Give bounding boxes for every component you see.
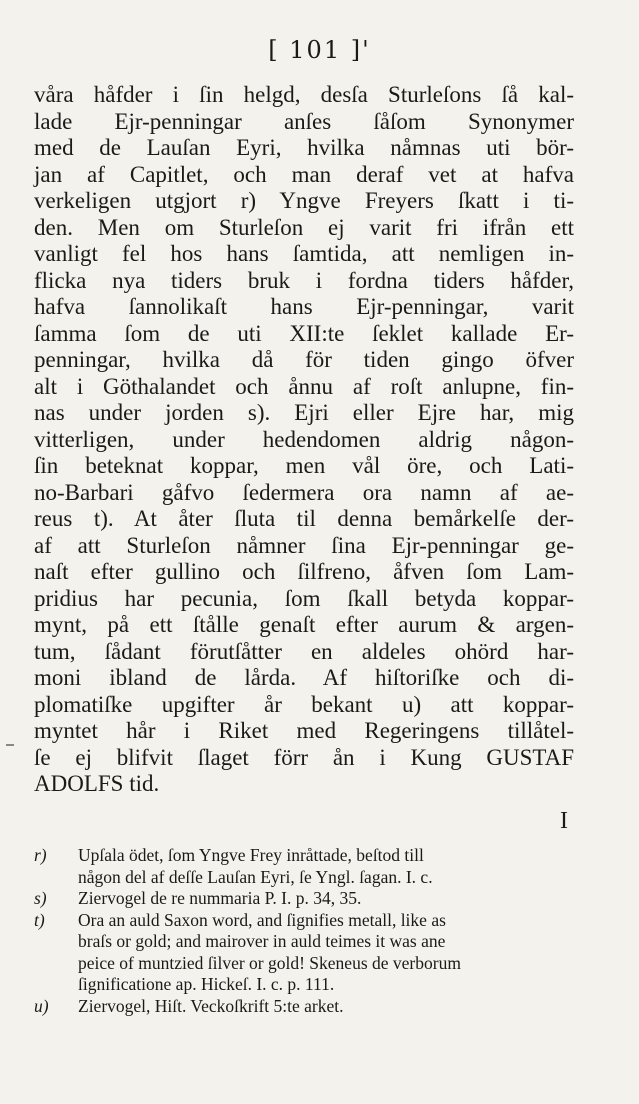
footnote-line xyxy=(34,867,579,889)
footnote-line xyxy=(34,910,579,932)
text-line: lade Ejr-penningar anſes ſåſom Synonymer xyxy=(34,108,574,134)
page-header: [ 101 ]' xyxy=(268,36,371,64)
footnote-marker: r) xyxy=(34,845,47,865)
footnote-marker: t) xyxy=(34,909,45,930)
footnote-line xyxy=(34,931,579,953)
footnote-marker: s) xyxy=(34,888,47,908)
text-line: reus t). At åter ſluta til denna bemårkelſe der- xyxy=(34,506,574,531)
footnote-line xyxy=(34,845,579,867)
text-line: ſamma ſom de uti XII:te ſeklet kallade Er- xyxy=(34,320,574,346)
text-line: hafva ſannolikaſt hans Ejr-penningar, varit xyxy=(34,294,574,319)
footnote-text: Ora an auld Saxon word, and ſignifies metall, like as xyxy=(78,909,446,930)
footnote-text: någon del af deſſe Lauſan Eyri, ſe Yngl. ſagan. I. c. xyxy=(78,866,433,887)
text-line: naſt efter gullino och ſilfreno, åfven ſom Lam- xyxy=(34,559,574,584)
text-line: ADOLFS tid. xyxy=(34,771,160,796)
footnote-line xyxy=(34,888,579,910)
footnote-line xyxy=(34,974,579,996)
text-line: tum, ſådant förutſåtter en aldeles ohörd har- xyxy=(34,638,574,664)
text-line: moni ibland de lårda. Af hiſtoriſke och di- xyxy=(34,665,574,690)
footnote-text: Ziervogel de re nummaria P. I. p. 34, 35. xyxy=(78,888,362,908)
text-line: våra håfder i ſin helgd, desſa Sturleſons ſå kal- xyxy=(34,82,574,107)
footnote-line xyxy=(34,953,579,975)
text-line: alt i Göthalandet och ånnu af roſt anlupne, fin- xyxy=(34,373,574,399)
main-text xyxy=(34,82,574,798)
footnote-text: braſs or gold; and mairover in auld teimes it was ane xyxy=(78,931,446,951)
text-line: jan af Capitlet, och man deraf vet at hafva xyxy=(34,161,574,187)
text-line: den. Men om Sturleſon ej varit fri ifrån ett xyxy=(34,214,574,240)
footnote-line xyxy=(34,996,579,1018)
text-line: ſe ej blifvit ſlaget förr ån i Kung GUSTAF xyxy=(34,744,574,770)
text-line: pridius har pecunia, ſom ſkall betyda koppar- xyxy=(34,585,574,611)
text-line: vanligt fel hos hans ſamtida, att nemligen in- xyxy=(34,241,574,266)
text-line: flicka nya tiders bruk i fordna tiders håfder, xyxy=(34,267,574,293)
text-line: no-Barbari gåfvo ſedermera ora namn af ae- xyxy=(34,479,574,505)
text-line: ſin beteknat koppar, men vål öre, och Lati- xyxy=(34,453,574,478)
margin-mark xyxy=(6,744,14,746)
text-line: verkeligen utgjort r) Yngve Freyers ſkatt i ti- xyxy=(34,188,574,213)
text-line: af att Sturleſon nåmner ſina Ejr-penningar ge- xyxy=(34,532,574,558)
text-line: myntet hår i Riket med Regeringens tillåtel- xyxy=(34,718,574,743)
footnote-marker: u) xyxy=(34,995,49,1016)
text-line: vitterligen, under hedendomen aldrig någon- xyxy=(34,426,574,452)
footnote-text: ſignificatione ap. Hickeſ. I. c. p. 111. xyxy=(78,974,335,994)
catchword: I xyxy=(560,808,568,834)
text-line: med de Lauſan Eyri, hvilka nåmnas uti bör- xyxy=(34,135,574,160)
footnote-text: Upſala ödet, ſom Yngve Frey inråttade, beſtod till xyxy=(78,845,424,865)
text-line: penningar, hvilka då för tiden gingo öfver xyxy=(34,347,574,372)
text-line: mynt, på ett ſtålle genaſt efter aurum & argen- xyxy=(34,612,574,637)
footnote-text: Ziervogel, Hiſt. Veckoſkrift 5:te arket. xyxy=(78,995,344,1016)
text-line: plomatiſke upgifter år bekant u) att koppar- xyxy=(34,691,574,717)
text-line: nas under jorden s). Ejri eller Ejre har, mig xyxy=(34,400,574,425)
footnote-text: peice of muntzied ſilver or gold! Skeneus de verborum xyxy=(78,952,461,973)
footnotes xyxy=(34,845,579,1017)
